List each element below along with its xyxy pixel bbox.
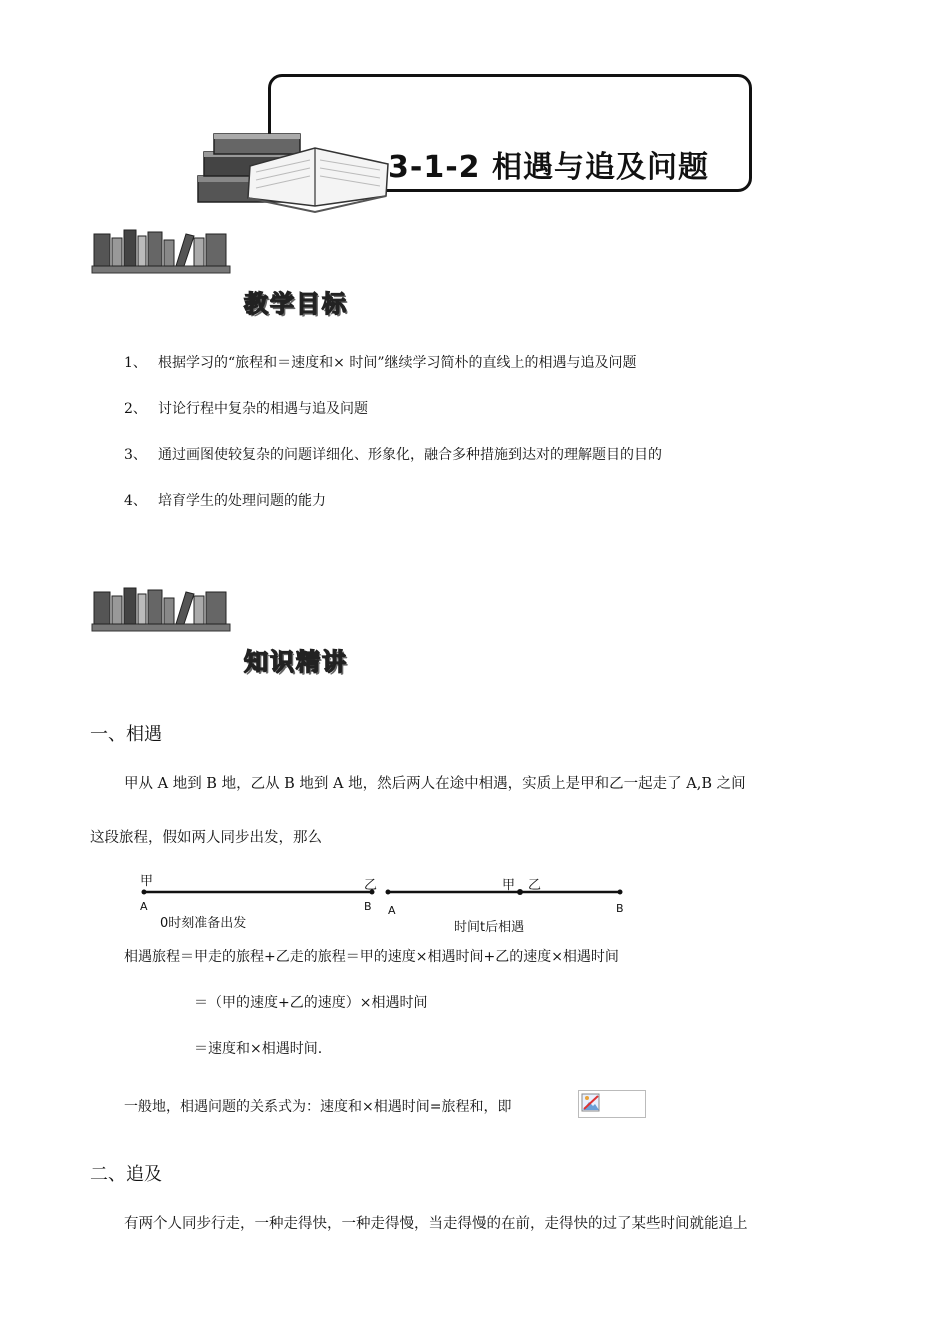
equation-line: ＝速度和×相遇时间. <box>194 1041 323 1057</box>
paragraph-line: 有两个人同步行走，一种走得快，一种走得慢，当走得慢的在前，走得快的过了某些时间就能追上 <box>124 1216 748 1232</box>
caption-start: 0时刻准备出发 <box>160 916 247 931</box>
section-title-knowledge: 知识精讲 <box>244 648 348 676</box>
paragraph-line: 这段旅程，假如两人同步出发，那么 <box>90 830 322 846</box>
paragraph-line: 甲从 A 地到 B 地，乙从 B 地到 A 地，然后两人在途中相遇，实质上是甲和乙一起走了 A,B 之间 <box>124 776 746 792</box>
goal-item <box>124 490 326 510</box>
heading-chase: 二、追及 <box>90 1164 162 1185</box>
label-jia-left: 甲 <box>140 874 154 889</box>
goal-number: 2、 <box>124 401 147 417</box>
page-title: 3-1-2 相遇与追及问题 <box>388 150 709 185</box>
label-yi-right: 乙 <box>528 878 542 893</box>
equation-line: ＝（甲的速度+乙的速度）×相遇时间 <box>194 995 428 1011</box>
goal-text: 讨论行程中复杂的相遇与追及问题 <box>158 401 368 417</box>
general-relation: 一般地，相遇问题的关系式为：速度和×相遇时间=旅程和，即 <box>124 1099 512 1115</box>
label-yi-left: 乙 <box>364 878 378 893</box>
label-b-left: B <box>364 900 372 913</box>
formula-image-placeholder <box>578 1090 646 1118</box>
goal-number: 1、 <box>124 355 147 371</box>
label-a-left: A <box>140 900 148 913</box>
caption-meet: 时间t后相遇 <box>454 920 525 935</box>
goal-text: 根据学习的“旅程和＝速度和× 时间”继续学习简朴的直线上的相遇与追及问题 <box>158 355 637 371</box>
books-stack-icon <box>190 126 400 214</box>
goal-item <box>124 352 637 372</box>
broken-image-icon <box>581 1093 601 1113</box>
meeting-point <box>517 889 523 895</box>
equation-line: 相遇旅程＝甲走的旅程+乙走的旅程＝甲的速度×相遇时间+乙的速度×相遇时间 <box>124 949 619 965</box>
goal-item <box>124 398 368 418</box>
section-title-teaching-goals: 教学目标 <box>244 290 348 318</box>
label-jia-right: 甲 <box>502 878 516 893</box>
label-a-right: A <box>388 904 396 917</box>
goal-item <box>124 444 662 464</box>
goal-number: 4、 <box>124 493 147 509</box>
heading-meeting: 一、相遇 <box>90 724 162 745</box>
goal-text: 通过画图使较复杂的问题详细化、形象化，融合多种措施到达对的理解题目的目的 <box>158 447 662 463</box>
label-b-right: B <box>616 902 624 915</box>
goal-number: 3、 <box>124 447 147 463</box>
bookshelf-icon <box>90 228 232 276</box>
goal-text: 培育学生的处理问题的能力 <box>158 493 326 509</box>
bookshelf-icon <box>90 586 232 634</box>
